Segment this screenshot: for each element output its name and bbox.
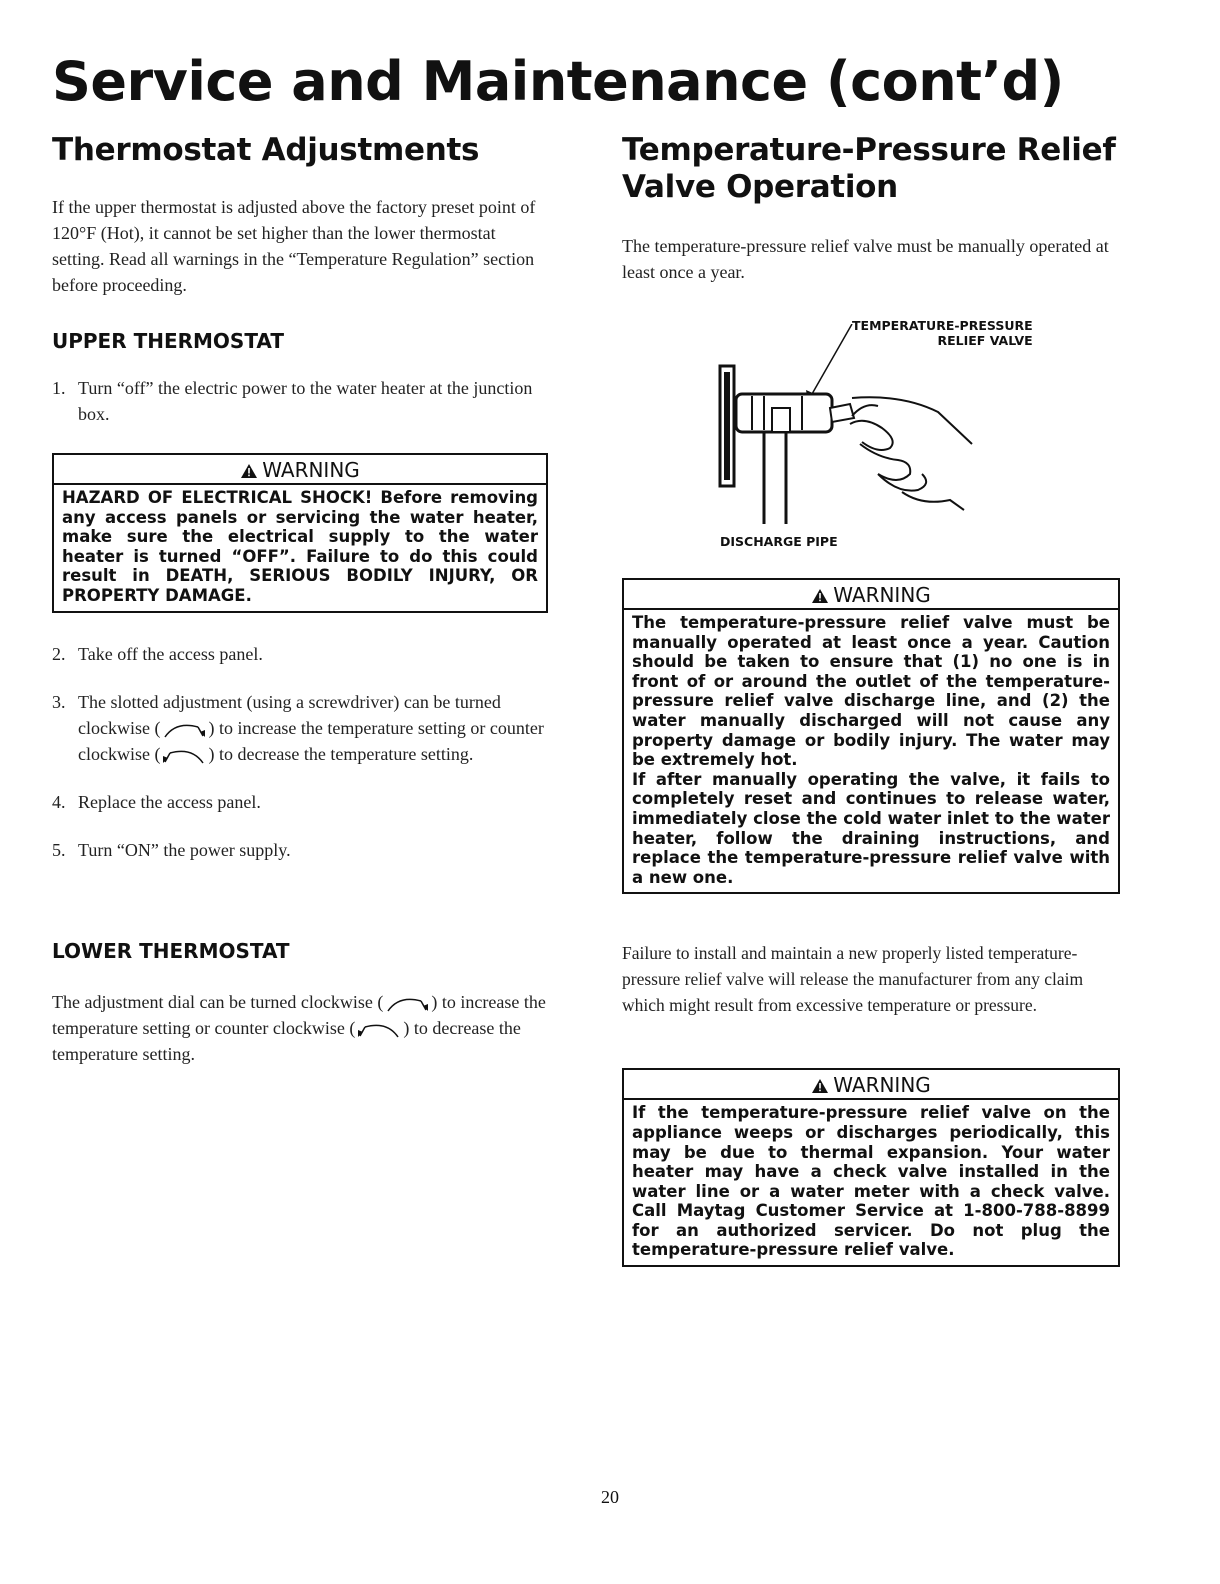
step-2: 2. Take off the access panel.	[52, 643, 263, 664]
thermostat-adjustments-heading: Thermostat Adjustments	[52, 132, 480, 168]
counterclockwise-arrow-icon	[357, 1020, 401, 1038]
thermostat-intro: If the upper thermostat is adjusted above the factory preset point of 120°F (Hot), it cannot be set higher than the lower thermostat setting. Read all warnings in the “Temperature Regulation” section before proceeding.	[52, 197, 536, 295]
warning-header: WARNING	[54, 455, 546, 485]
upper-steps-a	[52, 375, 552, 427]
page-number: 20	[601, 1487, 619, 1507]
step-1: 1. Turn “off” the electric power to the water heater at the junction box.	[52, 378, 533, 424]
tpr-valve-heading: Temperature-Pressure Relief Valve Operation	[622, 132, 1116, 205]
step-5: 5. Turn “ON” the power supply.	[52, 839, 291, 860]
step-3: 3. The slotted adjustment (using a screwdriver) can be turned clockwise ( ) to increase the temperature setting or counter clockwise ( ) to decrease the temperature setting.	[52, 691, 544, 764]
warning-body: The temperature-pressure relief valve must be manually operated at least once a year. Caution should be taken to ensure that (1) no one is in front of or around the outlet of the temperature-pressure relief valve discharge line, and (2) the water manually discharged will not cause any property damage or bodily injury. The water may be extremely hot. If after manually operating the valve, it fails to completely reset and continues to release water, immediately close the cold water inlet to the water heater, follow the draining instructions, and replace the temperature-pressure relief valve with a new one.	[632, 613, 1110, 887]
discharge-pipe-label: DISCHARGE PIPE	[720, 534, 838, 549]
upper-steps-b	[52, 641, 552, 863]
tpr-operation-warning	[622, 578, 1120, 894]
failure-notice: Failure to install and maintain a new properly listed temperature-pressure relief valve will release the manufacturer from any claim which might result from excessive temperature or pressure.	[622, 943, 1084, 1016]
warning-body: If the temperature-pressure relief valve on the appliance weeps or discharges periodically, this may be due to thermal expansion. Your water heater may have a check valve installed in the water line or a water meter with a check valve. Call Maytag Customer Service at 1-800-788-8899 for an authorized servicer. Do not plug the temperature-pressure relief valve.	[632, 1103, 1110, 1260]
electrical-shock-warning	[52, 453, 548, 613]
tpr-valve-figure	[622, 318, 1122, 554]
thermal-expansion-warning	[622, 1068, 1120, 1267]
warning-triangle-icon	[811, 1078, 829, 1094]
lower-thermostat-text: The adjustment dial can be turned clockwise ( ) to increase the temperature setting or counter clockwise ( ) to decrease the temperature setting.	[52, 991, 546, 1064]
warning-header: WARNING	[624, 580, 1118, 610]
page-title: Service and Maintenance (cont’d)	[52, 50, 1064, 113]
warning-triangle-icon	[811, 588, 829, 604]
upper-thermostat-heading: UPPER THERMOSTAT	[52, 329, 284, 353]
warning-header: WARNING	[624, 1070, 1118, 1100]
clockwise-arrow-icon	[385, 994, 429, 1012]
right-column	[622, 132, 1122, 1267]
counterclockwise-arrow-icon	[162, 746, 206, 764]
clockwise-arrow-icon	[162, 720, 206, 738]
valve-illustration	[702, 324, 1002, 524]
lower-thermostat-heading: LOWER THERMOSTAT	[52, 938, 290, 963]
warning-body: HAZARD OF ELECTRICAL SHOCK! Before removing any access panels or servicing the water heater, make sure the electrical supply to the water heater is turned “OFF”. Failure to do this could result in DEATH, SERIOUS BODILY INJURY, OR PROPERTY DAMAGE.	[62, 488, 538, 605]
step-4: 4. Replace the access panel.	[52, 791, 261, 812]
tpr-intro: The temperature-pressure relief valve must be manually operated at least once a year.	[622, 236, 1109, 282]
valve-label: TEMPERATURE-PRESSURE RELIEF VALVE	[852, 318, 1033, 348]
left-column	[52, 132, 552, 1067]
warning-triangle-icon	[240, 463, 258, 479]
